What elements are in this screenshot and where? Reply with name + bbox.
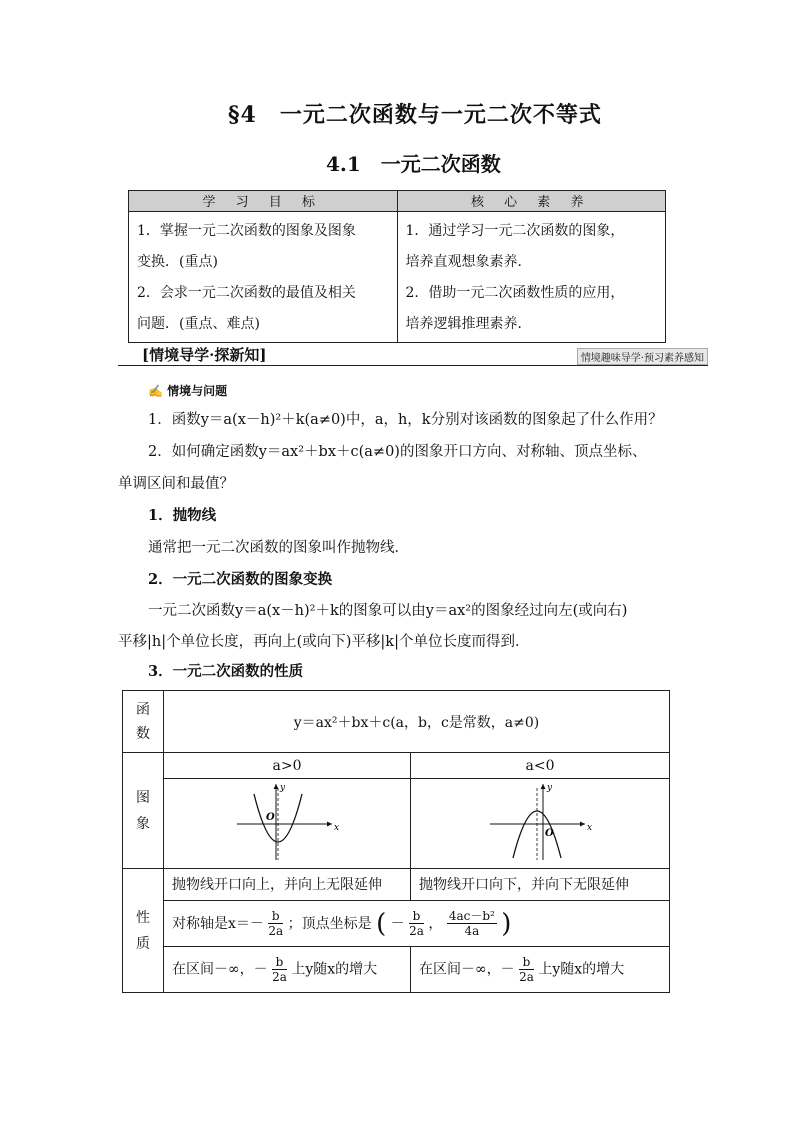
page-subtitle: 4.1 一元二次函数 [326,152,501,176]
fraction-b-over-2a-inc: $\frac{b}{2a}$ [272,955,287,984]
context-label: 情境与问题 [167,384,228,398]
open-up-text: 抛物线开口向上，并向上无限延伸 [164,869,411,901]
objective-line: 变换．(重点) [137,254,218,270]
objectives-goals-cell [129,212,398,343]
objective-line: 2．会求一元二次函数的最值及相关 [137,285,356,301]
y-label: y [547,782,553,793]
objectives-header-literacy: 核 心 素 养 [397,191,666,212]
properties-table [122,690,670,993]
fraction-b-over-2a-vertex: $\frac{b}{2a}$ [409,909,424,938]
origin-label: O [266,811,275,823]
graph-downward-cell [411,779,670,869]
transform-line-a: 一元二次函数y＝a(x－h)²＋k的图象可以由y＝ax²的图象经过向左(或向右) [148,603,628,619]
literacy-line: 培养逻辑推理素养． [405,316,532,332]
y-axis-arrow [541,784,546,789]
question-1: 1．函数y＝a(x－h)²＋k(a≠0)中，a，h，k分别对该函数的图象起了什么作用？ [148,412,663,428]
graph-downward-parabola [485,780,595,864]
function-formula: y＝ax²＋bx＋c(a，b，c是常数，a≠0) [164,691,670,753]
graph-upward-cell [164,779,411,869]
origin-label: O [545,827,554,839]
heading-transform: 2．一元二次函数的图象变换 [148,571,333,588]
objectives-literacy-cell [397,212,666,343]
x-label: x [587,822,593,833]
objective-line: 1．掌握一元二次函数的图象及图象 [137,223,356,239]
section-bar-label: [情境导学·探新知] [142,346,267,364]
vertex-text: ；顶点坐标是 [287,915,372,932]
graph-upward-parabola [232,780,342,864]
objectives-table [128,190,666,343]
objectives-header-goals: 学 习 目 标 [129,191,398,212]
x-axis-arrow [580,821,585,826]
x-axis-arrow [327,821,332,826]
pen-icon: ✍ [148,384,163,398]
x-label: x [334,822,340,833]
literacy-line: 1．通过学习一元二次函数的图象， [405,223,625,239]
literacy-line: 培养直观想象素养． [405,254,532,270]
objective-line: 问题．(重点、难点) [137,316,260,332]
row-label-function: 函数 [123,691,164,753]
header-a-negative: a<0 [411,753,670,779]
page-title: §4 一元二次函数与一元二次不等式 [228,102,602,128]
section-bar-rule [118,365,708,366]
literacy-line: 2．借助一元二次函数性质的应用， [405,285,625,301]
fraction-b-over-2a: $\frac{b}{2a}$ [268,909,284,938]
question-2-line-a: 2．如何确定函数y＝ax²＋bx＋c(a≠0)的图象开口方向、对称轴、顶点坐标、 [148,444,647,460]
transform-line-b: 平移|h|个单位长度，再向上(或向下)平移|k|个单位长度而得到． [118,634,530,650]
heading-properties: 3．一元二次函数的性质 [148,663,304,680]
heading-parabola: 1．抛物线 [148,507,217,524]
parabola-definition: 通常把一元二次函数的图象叫作抛物线． [148,540,409,556]
increase-right-cell: 在区间－∞，－ $\frac{b}{2a}$ 上y随x的增大 [411,947,670,993]
open-down-text: 抛物线开口向下，并向下无限延伸 [411,869,670,901]
context-heading [148,382,227,399]
left-paren: ( [376,908,387,939]
minus-sign: － [390,915,405,932]
section-bar [118,344,708,366]
comma: ， [428,915,443,932]
row-label-properties: 性质 [123,869,164,993]
axis-vertex-row [164,901,670,947]
axis-text: 对称轴是x＝－ [172,915,264,932]
header-a-positive: a>0 [164,753,411,779]
fraction-b-over-2a-inc2: $\frac{b}{2a}$ [519,955,534,984]
y-label: y [280,782,286,793]
increase-left-cell: 在区间－∞，－ $\frac{b}{2a}$ 上y随x的增大 [164,947,411,993]
row-label-graph: 图象 [123,753,164,869]
section-bar-tag: 情境趣味导学·预习素养感知 [577,348,708,365]
fraction-4acb2-over-4a: $\frac{\text{4ac－b²}}{4a}$ [448,909,495,938]
question-2-line-b: 单调区间和最值？ [118,476,234,492]
right-paren: ) [501,908,512,939]
